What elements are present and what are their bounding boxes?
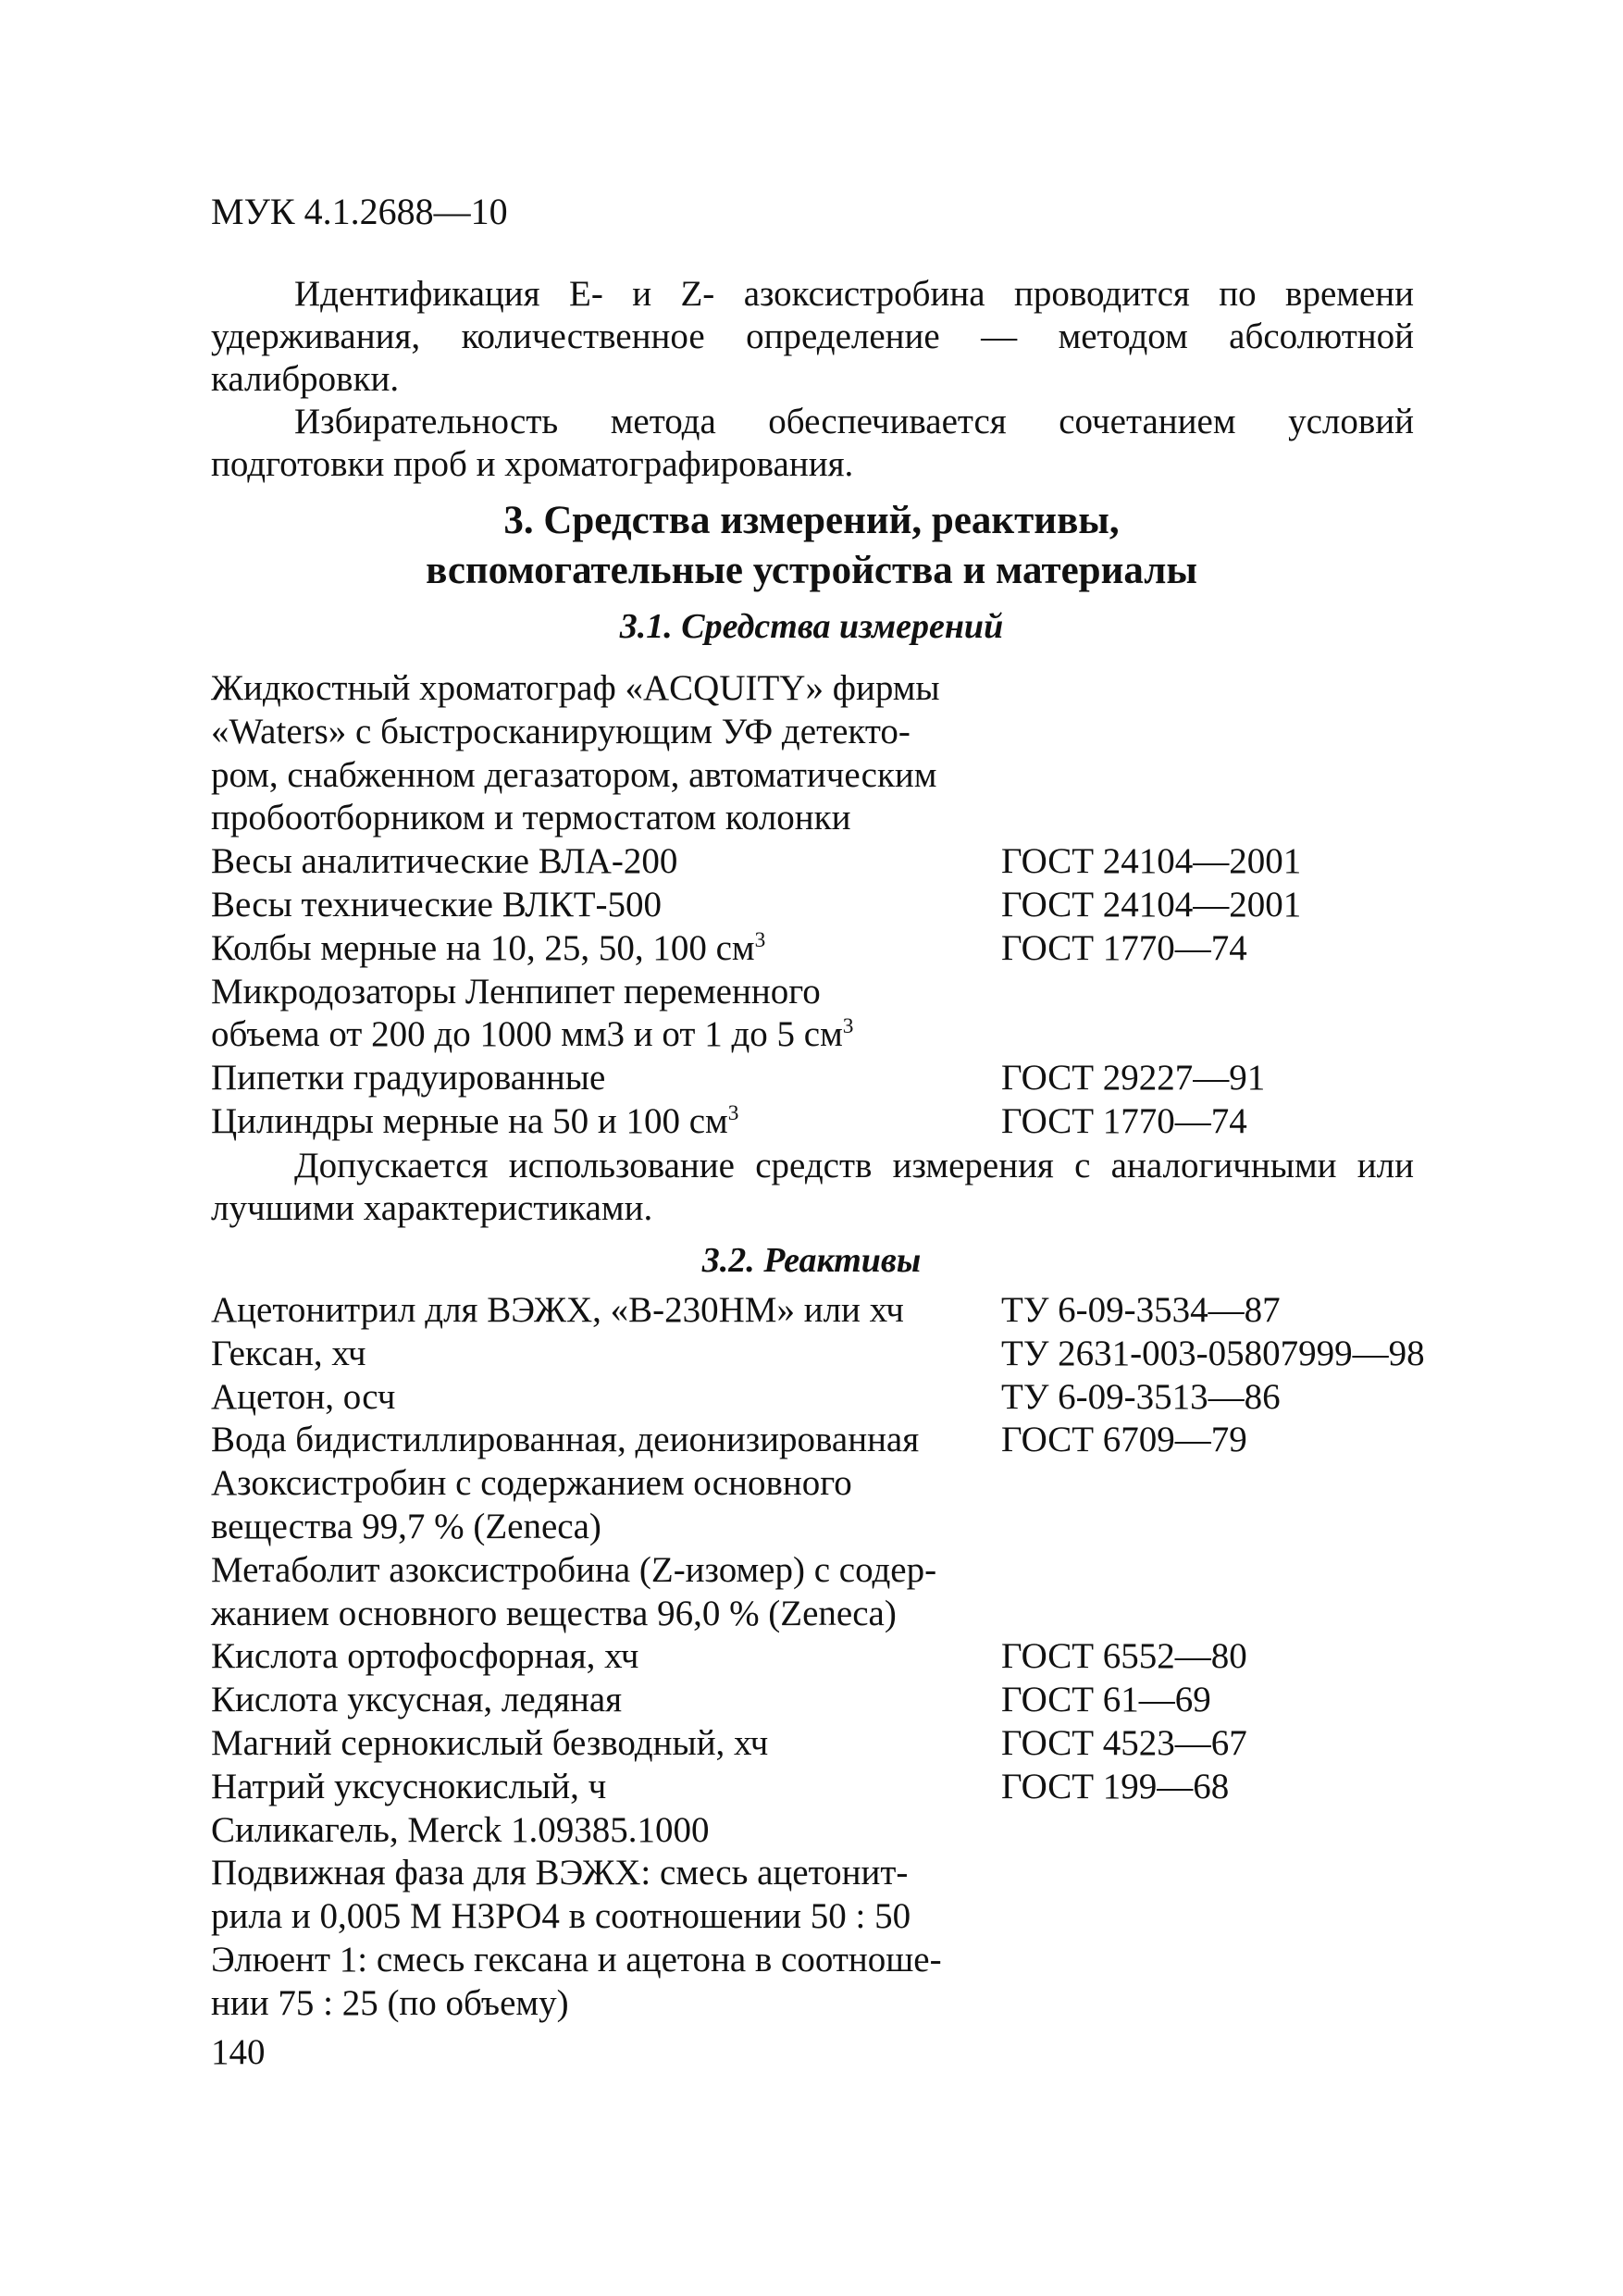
instrument-item-name: Весы аналитические ВЛА-200 — [211, 841, 678, 882]
intro-paragraph-selectivity: Избирательность метода обеспечивается сочетанием условий подготовки проб и хроматографирования. — [211, 402, 1414, 484]
reagent-item — [211, 1722, 1469, 1766]
reagent-item-name: Силикагель, Merck 1.09385.1000 — [211, 1809, 710, 1850]
reagent-item — [211, 1809, 1469, 1853]
reagent-item-name: Элюент 1: смесь гексана и ацетона в соотноше- нии 75 : 25 (по объему) — [211, 1940, 942, 2023]
instrument-item-name: Колбы мерные на 10, 25, 50, 100 $см^3$ — [211, 927, 766, 968]
instruments-note: Допускается использование средств измерения с аналогичными или лучшими характеристиками. — [211, 1146, 1414, 1228]
running-header: МУК 4.1.2688—10 — [211, 191, 508, 232]
instrument-item — [211, 840, 1469, 884]
reagent-item-standard: ТУ 6-09-3534—87 — [1001, 1290, 1281, 1330]
instrument-item-name: Микродозаторы Ленпипет переменного объема от 200 до 1000 мм3 и от 1 до 5 $см^3$ — [211, 971, 854, 1055]
reagent-item-standard: ГОСТ 61—69 — [1001, 1680, 1211, 1720]
reagent-item — [211, 1766, 1469, 1809]
reagent-item-standard: ТУ 2631-003-05807999—98 — [1001, 1333, 1425, 1373]
subsection-title-instruments: 3.1. Средства измерений — [619, 607, 1004, 646]
reagent-item — [211, 1462, 1469, 1549]
instrument-item-standard: ГОСТ 29227—91 — [1001, 1058, 1266, 1098]
reagent-item-standard: ГОСТ 4523—67 — [1001, 1723, 1247, 1763]
instrument-item — [211, 971, 1469, 1058]
reagent-item — [211, 1635, 1469, 1679]
subsection-title-reagents: 3.2. Реактивы — [701, 1241, 922, 1280]
section-title-line-1: 3. Средства измерений, реактивы, — [503, 499, 1120, 542]
instrument-item-standard: ГОСТ 24104—2001 — [1001, 841, 1302, 882]
reagent-item-name: Натрий уксуснокислый, ч — [211, 1766, 607, 1806]
instrument-item-standard: ГОСТ 1770—74 — [1001, 1101, 1247, 1141]
reagent-item-name: Ацетонитрил для ВЭЖХ, «В-230НМ» или хч — [211, 1290, 904, 1330]
instrument-item-standard: ГОСТ 24104—2001 — [1001, 885, 1302, 925]
instrument-item — [211, 884, 1469, 927]
intro-paragraph-identification: Идентификация Е- и Z- азоксистробина проводится по времени удерживания, количественное определение — методом абсолютной калибровки. — [211, 274, 1414, 399]
reagent-item — [211, 1289, 1469, 1333]
instrument-item — [211, 667, 1469, 840]
reagent-item-name: Метаболит азоксистробина (Z-изомер) с содер- жанием основного вещества 96,0 % (Zeneca) — [211, 1549, 937, 1633]
reagent-item — [211, 1549, 1469, 1636]
instrument-item-standard: ГОСТ 1770—74 — [1001, 927, 1247, 968]
reagent-item-standard: ГОСТ 6709—79 — [1001, 1420, 1247, 1460]
reagent-item-standard: ГОСТ 199—68 — [1001, 1766, 1230, 1806]
reagent-item-name: Магний сернокислый безводный, хч — [211, 1723, 769, 1763]
reagent-item-name: Подвижная фаза для ВЭЖХ: смесь ацетонит- рила и 0,005 М Н3РО4 в соотношении 50 : 50 — [211, 1853, 911, 1937]
reagent-item — [211, 1852, 1469, 1939]
reagent-item — [211, 1376, 1469, 1420]
reagent-item-name: Ацетон, осч — [211, 1376, 396, 1417]
instrument-item-name: Жидкостный хроматограф «ACQUITY» фирмы «Waters» с быстросканирующим УФ детекто- ром, снабженном дегазатором, автоматическим пробоотборником и термостатом колонки — [211, 668, 940, 838]
reagent-item — [211, 1419, 1469, 1462]
reagent-item — [211, 1333, 1469, 1376]
reagent-item-name: Азоксистробин с содержанием основного вещества 99,7 % (Zeneca) — [211, 1463, 852, 1546]
reagent-item-standard: ГОСТ 6552—80 — [1001, 1636, 1247, 1677]
reagent-item-name: Вода бидистиллированная, деионизированная — [211, 1420, 920, 1460]
instrument-item — [211, 927, 1469, 971]
reagent-item — [211, 1679, 1469, 1722]
instrument-item — [211, 1057, 1469, 1100]
reagent-item-name: Гексан, хч — [211, 1333, 366, 1373]
instrument-item-name: Пипетки градуированные — [211, 1058, 606, 1098]
instrument-item — [211, 1100, 1469, 1144]
instrument-item-name: Весы технические ВЛКТ-500 — [211, 885, 663, 925]
reagent-item — [211, 1939, 1469, 2026]
instrument-item-name: Цилиндры мерные на 50 и 100 $см^3$ — [211, 1101, 739, 1141]
page-number: 140 — [211, 2032, 266, 2072]
section-title-line-2: вспомогательные устройства и материалы — [426, 549, 1197, 592]
reagent-item-name: Кислота ортофосфорная, хч — [211, 1636, 639, 1677]
reagent-item-name: Кислота уксусная, ледяная — [211, 1680, 623, 1720]
reagent-item-standard: ТУ 6-09-3513—86 — [1001, 1376, 1281, 1417]
